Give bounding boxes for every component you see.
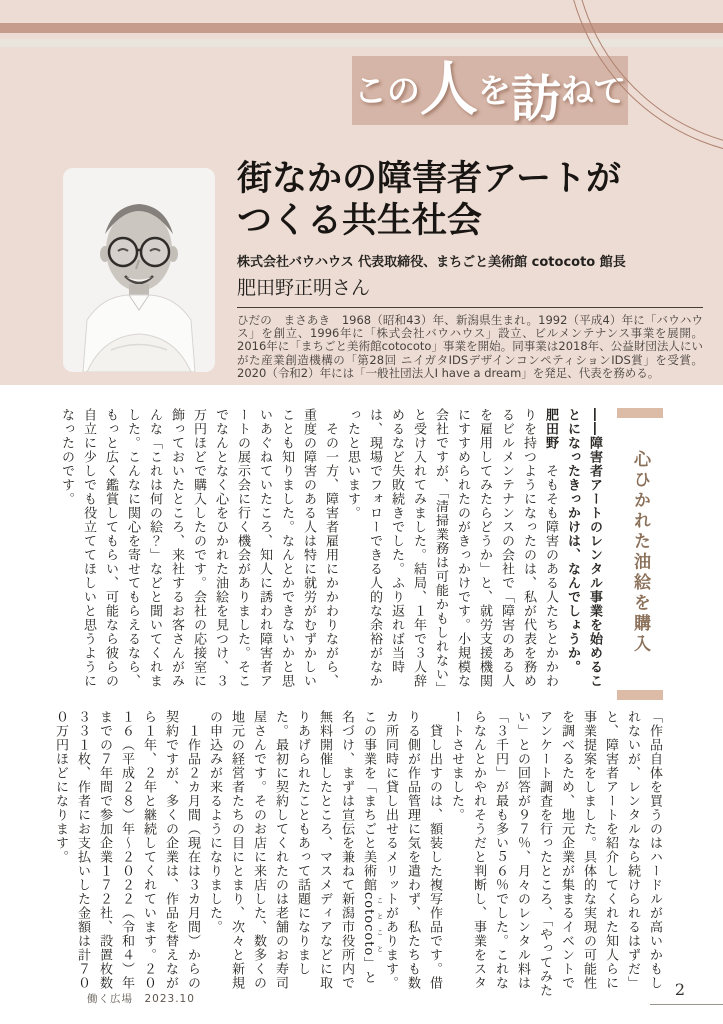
bio-divider xyxy=(237,307,703,308)
series-title-segment: 人 xyxy=(419,54,478,123)
article-column-block-2 xyxy=(53,710,665,998)
series-title-banner xyxy=(352,54,628,128)
speaker-name: 肥田野 xyxy=(543,408,558,450)
headline-line-2: つくる共生社会 xyxy=(237,201,483,241)
page-number: 2 xyxy=(674,980,686,999)
answer-text: 」と名づけ、まずは宣伝を兼ねて新潟市役所内で無料開催したところ、マスメディアなどに取りあげられたこともあって話題になりました。最初に契約してくれたのは老舗のお寿司屋さんです。そのお店に来店した、数多くの地元の経営者たちの目にとまり、次々と新規の申込みが来るようになりました。 xyxy=(207,710,376,990)
answer-text: 貸し出すのは、額装した複写作品です。借りる側が作品管理に気を遣わず、私たちも数カ所同時に貸し出せるメリットがあります。この事業を「まちごと美術館 xyxy=(361,710,442,990)
portrait-illustration xyxy=(63,168,215,372)
series-title-segment: ねて xyxy=(560,71,627,110)
interviewee-bio: ひだの まさあき 1968（昭和43）年、新潟県生まれ。1992（平成4）年に「バウハウス」を創立、1996年に「株式会社バウハウス」設立、ビルメンテナンス事業を展開。2016年に「まちごと美術館cotocoto」事業を開始。同事業は2018年、公益財団法人にいがた産業創造機構の「第28回 ニイガタIDSデザインコンペティションIDS賞」を受賞。2020（令和2）年には「一般社団法人I have a dream」を発足、代表を務める。 xyxy=(237,313,703,380)
headline-line-1: 街なかの障害者アートが xyxy=(237,159,621,199)
magazine-name: 働く広場 2023.10 xyxy=(87,993,195,1005)
article-column-block-1 xyxy=(58,408,665,700)
interviewee-name: 肥田野正明さん xyxy=(237,277,371,299)
answer-paragraph: １作品２カ月間（現在は３カ月間）からの契約ですが、多くの企業は、作品を替えながら１年、２年と継続してくれています。２０１６（平成２８）年〜２０２２（令和４）年までの７年間で参加企業１７２社、設置枚数３３１枚、作者にお支払いした金額は計７００万円ほどになります。 xyxy=(53,710,200,990)
ruby-furigana: ことこと xyxy=(375,892,384,957)
answer-paragraph: 「作品自体を買うのはハードルが高いかもしれないが、レンタルなら続けられるはずだ」と、障害者アートを紹介してくれた知人らに事業提案をしました。具体的な実現の可能性を調べるため、地元企業が集まるイベントでアンケート調査を行ったところ、「やってみたい」との回答が９７％、月々のレンタル料は「３千円」が最も多い５６％でした。これならなんとかやれそうだと判断し、事業をスタートさせました。 xyxy=(449,710,662,998)
article-headline xyxy=(237,158,707,242)
section-bar-top xyxy=(617,408,663,418)
series-title-segment: を xyxy=(477,71,511,110)
answer-paragraph xyxy=(203,710,445,998)
answer-paragraph xyxy=(341,408,561,700)
series-title-segment: この xyxy=(353,71,420,110)
answer-paragraph: その一方、障害者雇用にかかわりながら、重度の障害のある人は特に就労がむずかしいことも知りました。なんとかできないかと思いあぐねていたころ、知人に誘われ障害者アートの展示会に行く機会がありました。そこでなんとなく心をひかれた油絵を見つけ、３万円ほどで購入したのです。会社の応接室に飾っておいたところ、来社するお客さんがみんな「これは何の絵？」などと聞いてくれました。こんなに関心を寄せてもらえるなら、もっと広く鑑賞してもらい、可能なら彼らの自立に少しでも役立ててほしいと思うようになったのです。 xyxy=(59,408,338,688)
interview-question: ――障害者アートのレンタル事業を始めることになったきっかけは、なんでしょうか。 xyxy=(565,408,602,688)
answer-text: そもそも障害のある人たちとかかわりを持つようになったのは、私が代表を務めるビルメンテナンスの会社で「障害のある人を雇用してみたらどうか」と、就労支援機関にすすめられたのがきっかけです。小規模な会社ですが、「清掃業務は可能かもしれない」と受け入れてみました。結局、１年で３人辞めるなど失敗続きでした。ふり返れば当時は、現場でフォローできる人的な余裕がなかったと思います。 xyxy=(345,408,558,696)
portrait-photo xyxy=(63,168,215,372)
series-title-segment: 訪 xyxy=(510,69,561,128)
section-heading-block xyxy=(615,408,665,700)
ruby-base: cotocoto xyxy=(361,892,376,957)
headline-block xyxy=(237,158,707,380)
section-bar-bottom xyxy=(617,690,663,700)
cotocoto-ruby xyxy=(361,892,384,957)
page-header xyxy=(0,0,723,385)
page-number-rule xyxy=(650,1004,723,1005)
interviewee-role: 株式会社バウハウス 代表取締役、まちごと美術館 cotocoto 館長 xyxy=(237,255,626,270)
section-title: 心ひかれた油絵を購入 xyxy=(630,450,650,655)
